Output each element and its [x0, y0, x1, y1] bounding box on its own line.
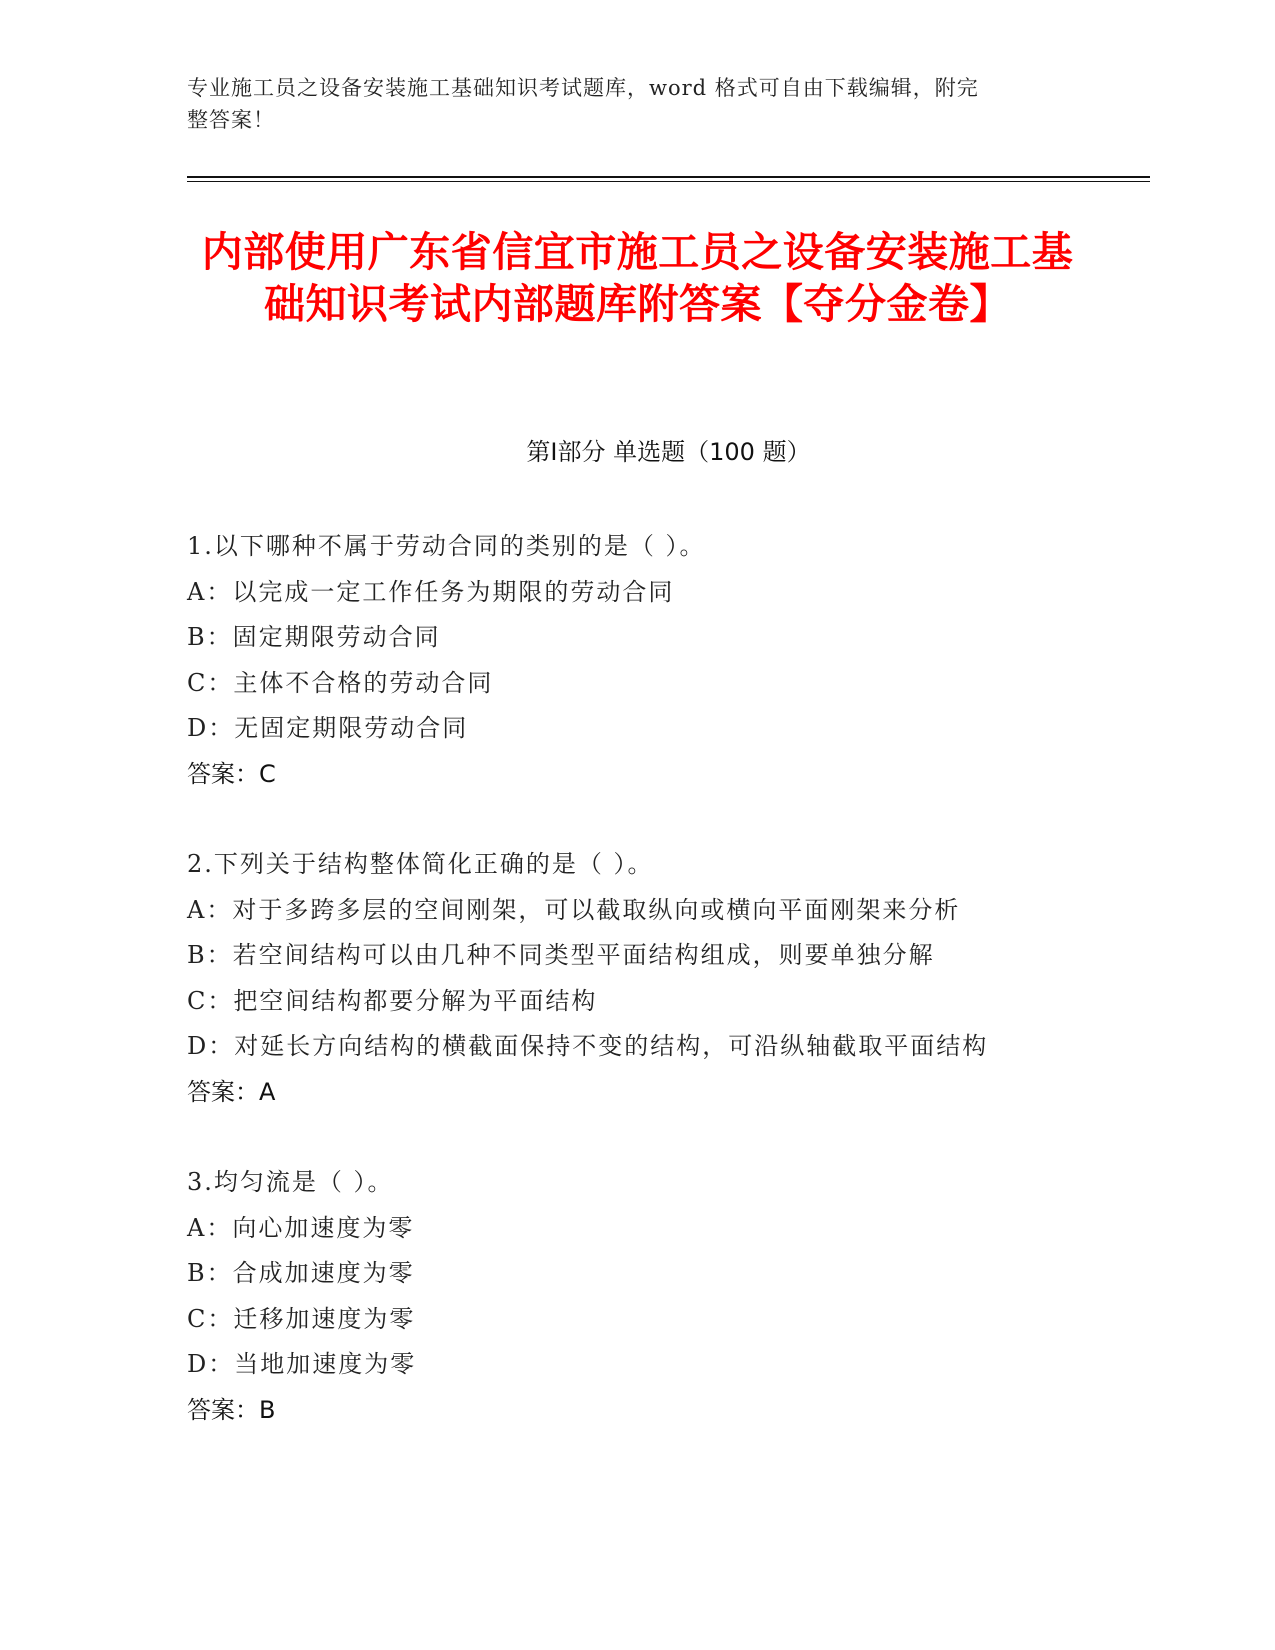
- option-d: D：当地加速度为零: [187, 1350, 417, 1378]
- header-note-line-2: 整答案！: [187, 108, 275, 132]
- option-c: C：迁移加速度为零: [187, 1304, 416, 1333]
- option-a: A：以完成一定工作任务为期限的劳动合同: [187, 577, 675, 606]
- question-block: [187, 842, 1107, 1115]
- question-block: [187, 1160, 1107, 1433]
- answer: 答案：C: [187, 759, 276, 788]
- option-b: B：若空间结构可以由几种不同类型平面结构组成，则要单独分解: [187, 941, 935, 969]
- section-title: 第Ⅰ部分 单选题（100 题）: [526, 438, 811, 466]
- option-d: D：无固定期限劳动合同: [187, 714, 469, 742]
- header-divider-thick: [187, 176, 1150, 178]
- option-a: A：对于多跨多层的空间刚架，可以截取纵向或横向平面刚架来分析: [187, 895, 961, 924]
- question-block: [187, 524, 1107, 797]
- option-c: C：主体不合格的劳动合同: [187, 668, 494, 697]
- header-note-line-1: 专业施工员之设备安装施工基础知识考试题库，word 格式可自由下载编辑，附完: [187, 76, 979, 100]
- option-b: B：固定期限劳动合同: [187, 623, 441, 651]
- question-stem: 2.下列关于结构整体简化正确的是（ ）。: [187, 850, 654, 878]
- option-c: C：把空间结构都要分解为平面结构: [187, 986, 598, 1015]
- header-note: [187, 72, 1067, 136]
- option-b: B：合成加速度为零: [187, 1259, 415, 1287]
- answer: 答案：B: [187, 1395, 276, 1424]
- question-stem: 1.以下哪种不属于劳动合同的类别的是（ ）。: [187, 532, 706, 560]
- header-divider-thin: [187, 181, 1150, 182]
- answer: 答案：A: [187, 1077, 276, 1106]
- document-title: 内部使用广东省信宜市施工员之设备安装施工基础知识考试内部题库附答案【夺分金卷】: [201, 228, 1074, 328]
- option-d: D：对延长方向结构的横截面保持不变的结构，可沿纵轴截取平面结构: [187, 1032, 989, 1060]
- question-stem: 3.均匀流是（ ）。: [187, 1168, 394, 1196]
- option-a: A：向心加速度为零: [187, 1213, 415, 1242]
